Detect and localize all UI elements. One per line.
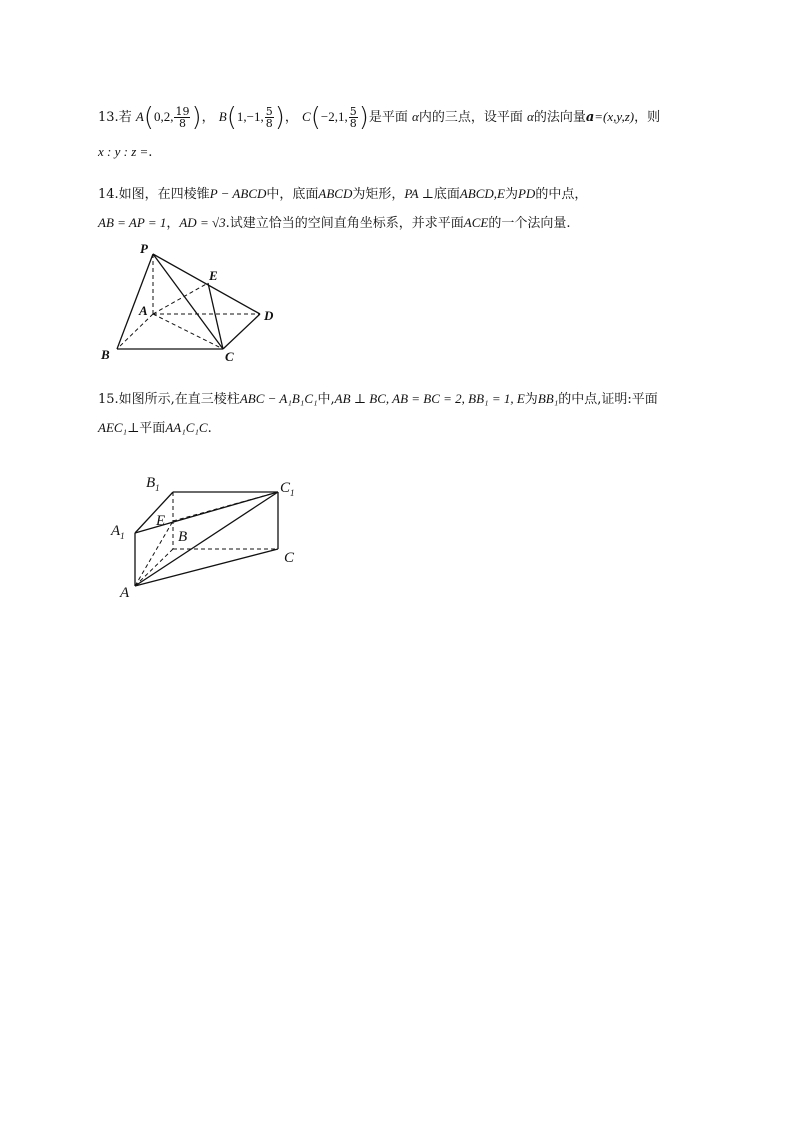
edge-CD — [223, 314, 260, 349]
q15-line1: 15.如图所示,在直三棱柱ABC − A₁B₁C₁中,AB ⊥ BC, AB = BC = 2, BB₁ = 1, E为BB₁的中点,证明:平面 — [98, 391, 658, 407]
label-B1: $B_1$ — [146, 475, 160, 493]
q14-line1: 14.如图，在四棱锥P − ABCD中，底面ABCD为矩形，PA ⊥底面ABCD,E为PD的中点， — [98, 186, 588, 202]
q13-line2: x : y : z =. — [98, 144, 153, 160]
frac-5-8-b: $\frac{5}{8}$ — [265, 105, 273, 130]
label-D: D — [264, 308, 274, 323]
edge-AC — [153, 314, 223, 349]
label-A: A — [120, 585, 130, 601]
edge-AC1 — [135, 492, 278, 586]
edge-AE — [153, 283, 208, 314]
label-C: C — [225, 349, 234, 364]
frac-5-8-c: $\frac{5}{8}$ — [349, 105, 357, 130]
edge-PD — [153, 254, 260, 314]
q13-line1: 13.若 A(0,2, $\frac{19}{8}$ )， B(1,−1, $\frac{5}{8}$ )， C(−2,1, $\frac{5}{8}$ )是平面 α内的三点，设平面 α的法向量a=(x,y,z)，则 — [98, 102, 661, 133]
edge-AC — [135, 549, 278, 586]
label-B: B — [178, 529, 188, 545]
label-A1: $A_1$ — [111, 523, 125, 541]
edge-AB — [117, 314, 153, 349]
label-A: A — [139, 303, 148, 318]
label-E: E — [209, 268, 218, 283]
q13-number: 13. — [98, 110, 119, 125]
q14-line2: AB = AP = 1，AD = √3.试建立恰当的空间直角坐标系，并求平面ACE的一个法向量. — [98, 215, 571, 231]
pyramid-figure — [95, 238, 295, 368]
label-P: P — [140, 241, 148, 256]
label-C1: $C_1$ — [280, 480, 295, 498]
edge-A1B1 — [135, 492, 173, 533]
label-C: C — [284, 550, 295, 566]
q15-line2: AEC₁⊥平面AA₁C₁C. — [98, 420, 212, 436]
frac-19-8: $\frac{19}{8}$ — [175, 105, 190, 130]
prism-figure — [105, 470, 310, 605]
label-B: B — [101, 347, 110, 362]
edge-PB — [117, 254, 153, 349]
label-E: E — [156, 513, 166, 529]
